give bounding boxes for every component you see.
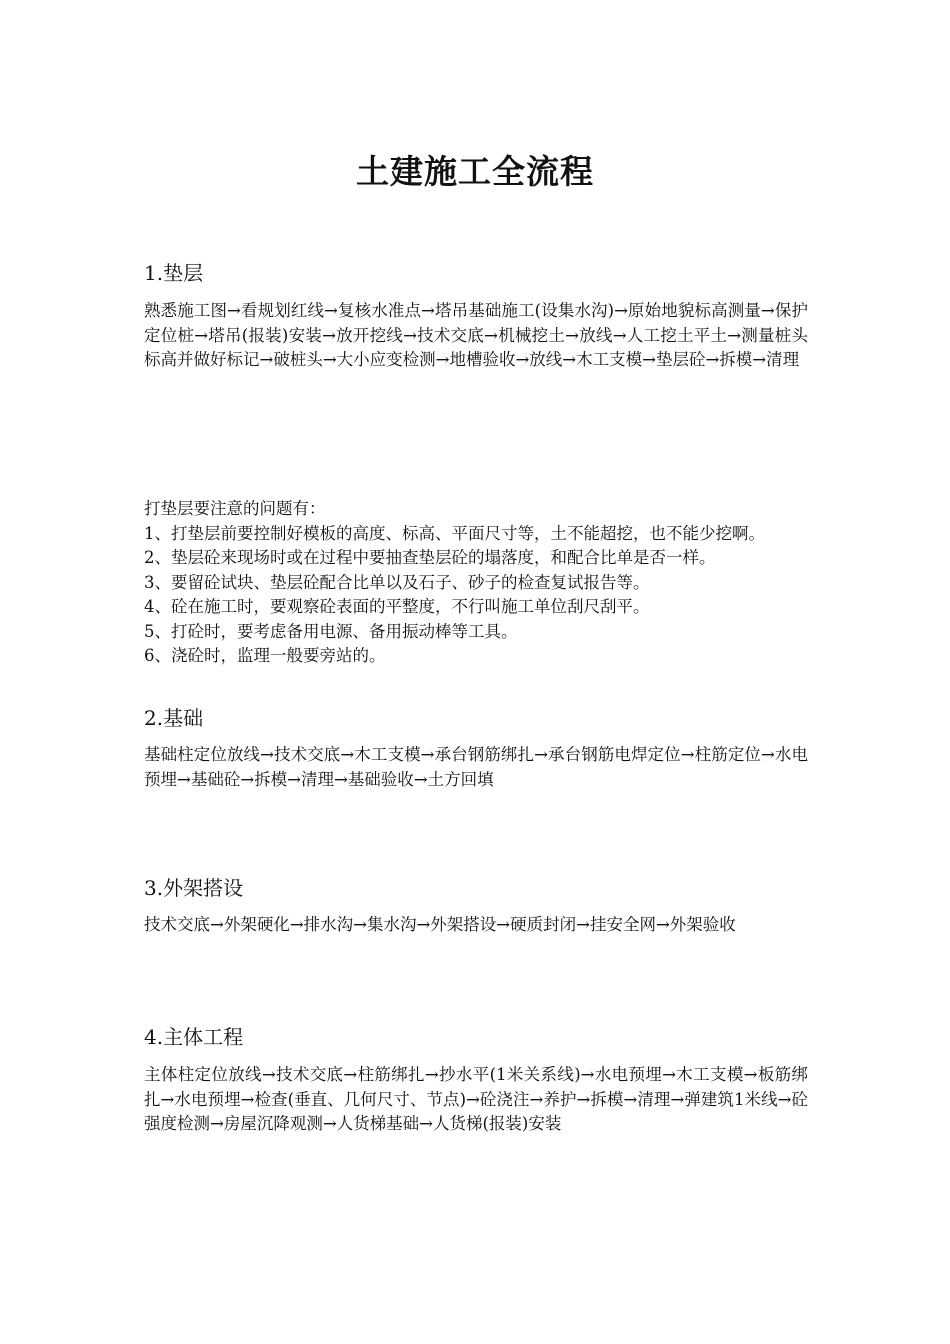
notes-intro: 打垫层要注意的问题有： [144,499,326,518]
section-flow-4: 主体柱定位放线→技术交底→柱筋绑扎→抄水平(1米关系线)→水电预埋→木工支模→板筋绑扎→水电预埋→检查(垂直、几何尺寸、节点)→砼浇注→养护→拆模→清理→弹建筑1米线→砼强度检测→房屋沉降观测→人货梯基础→人货梯(报装)安装 [144,1065,808,1133]
section-flow-1: 熟悉施工图→看规划红线→复核水准点→塔吊基础施工(设集水沟)→原始地貌标高测量→保护定位桩→塔吊(报装)安装→放开挖线→技术交底→机械挖土→放线→人工挖土平土→测量桩头标高并做好标记→破桩头→大小应变检测→地槽验收→放线→木工支模→垫层砼→拆模→清理 [144,301,808,369]
section-heading-3: 3.外架搭设 [144,876,244,900]
notes-block [144,497,808,669]
section-flow-2: 基础柱定位放线→技术交底→木工支模→承台钢筋绑扎→承台钢筋电焊定位→柱筋定位→水电预埋→基础砼→拆模→清理→基础验收→土方回填 [144,745,808,789]
note-item: 6、浇砼时，监理一般要旁站的。 [144,646,386,665]
note-item: 5、打砼时，要考虑备用电源、备用振动棒等工具。 [144,621,518,641]
document-title: 土建施工全流程 [356,152,594,191]
note-item: 3、要留砼试块、垫层砼配合比单以及石子、砂子的检查复试报告等。 [144,572,650,592]
section-heading-4: 4.主体工程 [144,1025,244,1049]
section-flow-3: 技术交底→外架硬化→排水沟→集水沟→外架搭设→硬质封闭→挂安全网→外架验收 [144,915,736,934]
section-heading-2: 2.基础 [144,706,204,730]
note-item: 4、砼在施工时，要观察砼表面的平整度，不行叫施工单位刮尺刮平。 [144,597,650,616]
note-item: 1、打垫层前要控制好模板的高度、标高、平面尺寸等，土不能超挖，也不能少挖啊。 [144,523,765,543]
note-item: 2、垫层砼来现场时或在过程中要抽查垫层砼的塌落度，和配合比单是否一样。 [144,548,716,567]
section-heading-1: 1.垫层 [144,261,204,285]
